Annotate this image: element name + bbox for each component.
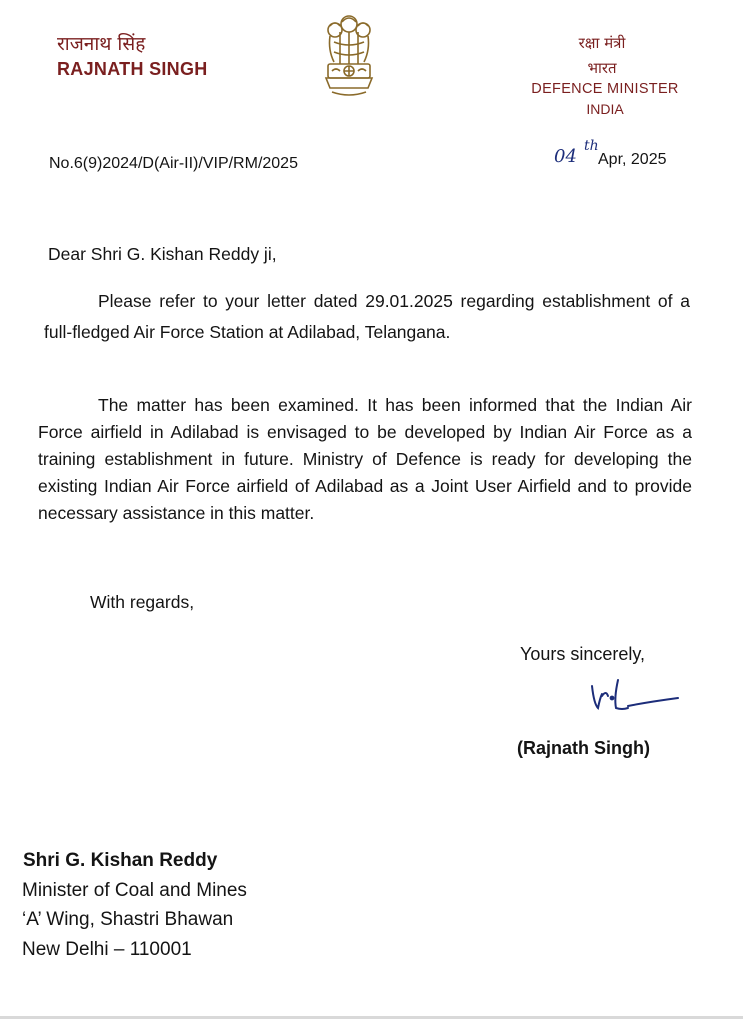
addressee-line-3: New Delhi – 110001 bbox=[22, 939, 192, 960]
body-paragraph-2: The matter has been examined. It has been informed that the Indian Air Force airfield in Adilabad is envisaged to be developed by Indian Air Force as a training establishment in future. Ministry of Defence is ready for developing the existing Indian Air Force airfield of Adilabad as a Joint User Airfield and to provide necessary assistance in this matter. bbox=[38, 395, 692, 523]
date-handwritten-day: 04 bbox=[554, 146, 577, 167]
date-printed: Apr, 2025 bbox=[598, 151, 667, 168]
designation-english-line2: INDIA bbox=[586, 101, 624, 117]
closing: Yours sincerely, bbox=[520, 644, 646, 664]
body-paragraph-1: Please refer to your letter dated 29.01.2025 regarding establishment of a full-fledged Air Force Station at Adilabad, Telangana. bbox=[44, 291, 690, 342]
footer-divider bbox=[0, 1016, 743, 1019]
letter-date bbox=[550, 138, 700, 178]
designation-hindi-line1: रक्षा मंत्री bbox=[578, 34, 626, 52]
handwritten-signature-icon bbox=[588, 672, 684, 718]
date-handwritten-suffix: th bbox=[584, 138, 599, 154]
sender-name-hindi: राजनाथ सिंह bbox=[57, 33, 146, 55]
sender-name-english: RAJNATH SINGH bbox=[57, 59, 208, 79]
addressee-line-2: ‘A’ Wing, Shastri Bhawan bbox=[22, 909, 234, 930]
reference-number: No.6(9)2024/D(Air-II)/VIP/RM/2025 bbox=[49, 155, 298, 172]
designation-english-line1: DEFENCE MINISTER bbox=[531, 81, 679, 97]
regards: With regards, bbox=[90, 592, 195, 612]
addressee-name: Shri G. Kishan Reddy bbox=[23, 850, 218, 871]
addressee-line-1: Minister of Coal and Mines bbox=[22, 880, 247, 901]
national-emblem-icon bbox=[318, 12, 380, 108]
signer-name: (Rajnath Singh) bbox=[517, 738, 650, 758]
salutation: Dear Shri G. Kishan Reddy ji, bbox=[48, 244, 277, 264]
designation-hindi-line2: भारत bbox=[587, 59, 617, 77]
